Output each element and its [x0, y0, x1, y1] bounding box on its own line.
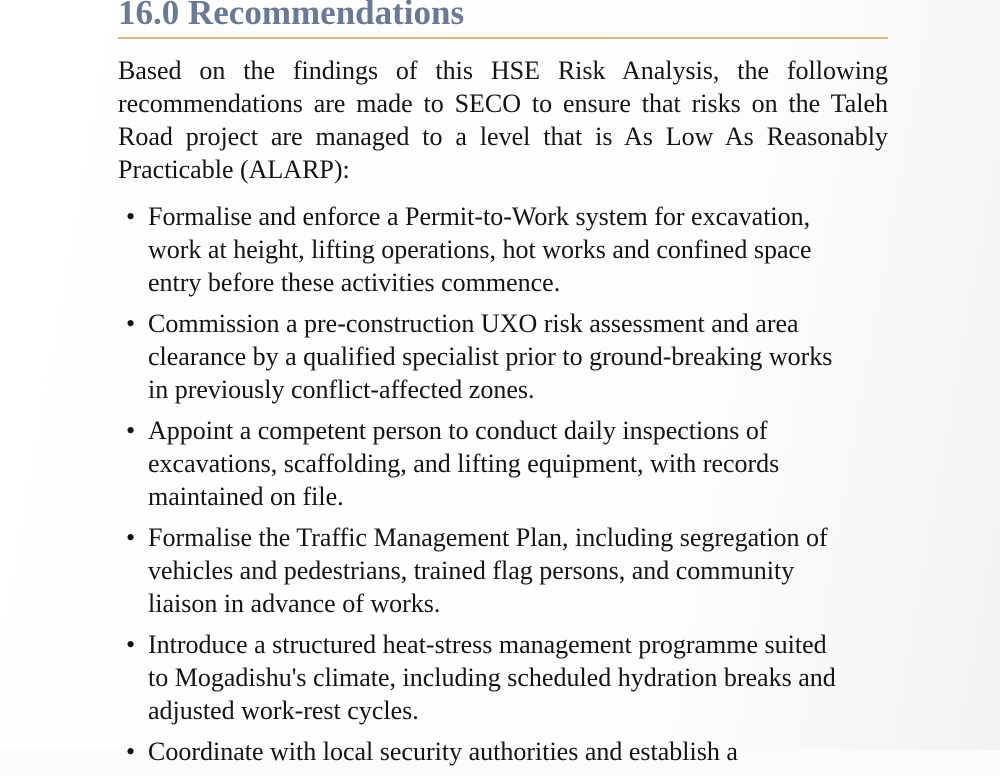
intro-paragraph — [118, 54, 888, 186]
recommendation-text — [148, 521, 896, 620]
recommendation-line: Introduce a structured heat-stress management programme suited — [148, 630, 827, 659]
recommendation-line: adjusted work-rest cycles. — [148, 696, 419, 725]
list-item — [126, 628, 896, 727]
recommendation-text — [148, 735, 896, 768]
list-item — [126, 414, 896, 513]
recommendation-line: Formalise and enforce a Permit-to-Work system for excavation, — [148, 202, 811, 231]
recommendation-line: Appoint a competent person to conduct daily inspections of — [148, 416, 768, 445]
bullet-icon: • — [126, 630, 136, 659]
recommendation-text — [148, 414, 896, 513]
list-item — [126, 307, 896, 406]
heading-underline — [118, 37, 888, 39]
recommendation-line: liaison in advance of works. — [148, 589, 441, 618]
recommendation-line: Commission a pre-construction UXO risk assessment and area — [148, 309, 799, 338]
intro-line: Taleh Road project are managed to a level that is As Low As — [118, 89, 888, 151]
intro-line: Based on the findings of this HSE Risk Analysis, the following — [118, 56, 888, 85]
bullet-icon: • — [126, 309, 136, 338]
recommendation-text — [148, 307, 896, 406]
recommendation-line: entry before these activities commence. — [148, 268, 561, 297]
recommendation-line: maintained on file. — [148, 482, 344, 511]
recommendation-line: to Mogadishu's climate, including scheduled hydration breaks and — [148, 663, 836, 692]
recommendation-line: vehicles and pedestrians, trained flag persons, and community — [148, 556, 795, 585]
bullet-icon: • — [126, 737, 136, 766]
list-item — [126, 735, 896, 768]
bullet-icon: • — [126, 202, 136, 231]
intro-line: recommendations are made to SECO to ensure that risks on the — [118, 89, 821, 118]
intro-line: Reasonably Practicable (ALARP): — [118, 122, 888, 184]
list-item — [126, 200, 896, 299]
recommendations-list — [126, 200, 896, 776]
bullet-icon: • — [126, 416, 136, 445]
list-item — [126, 521, 896, 620]
recommendation-line: in previously conflict-affected zones. — [148, 375, 535, 404]
recommendation-line: clearance by a qualified specialist prior to ground-breaking works — [148, 342, 833, 371]
recommendation-text — [148, 200, 896, 299]
section-heading: 16.0 Recommendations — [118, 0, 465, 32]
recommendation-text — [148, 628, 896, 727]
bullet-icon: • — [126, 523, 136, 552]
recommendation-line: work at height, lifting operations, hot works and confined space — [148, 235, 812, 264]
recommendation-line: Coordinate with local security authorities and establish a — [148, 737, 738, 766]
recommendation-line: Formalise the Traffic Management Plan, including segregation of — [148, 523, 828, 552]
recommendation-line: excavations, scaffolding, and lifting equipment, with records — [148, 449, 780, 478]
